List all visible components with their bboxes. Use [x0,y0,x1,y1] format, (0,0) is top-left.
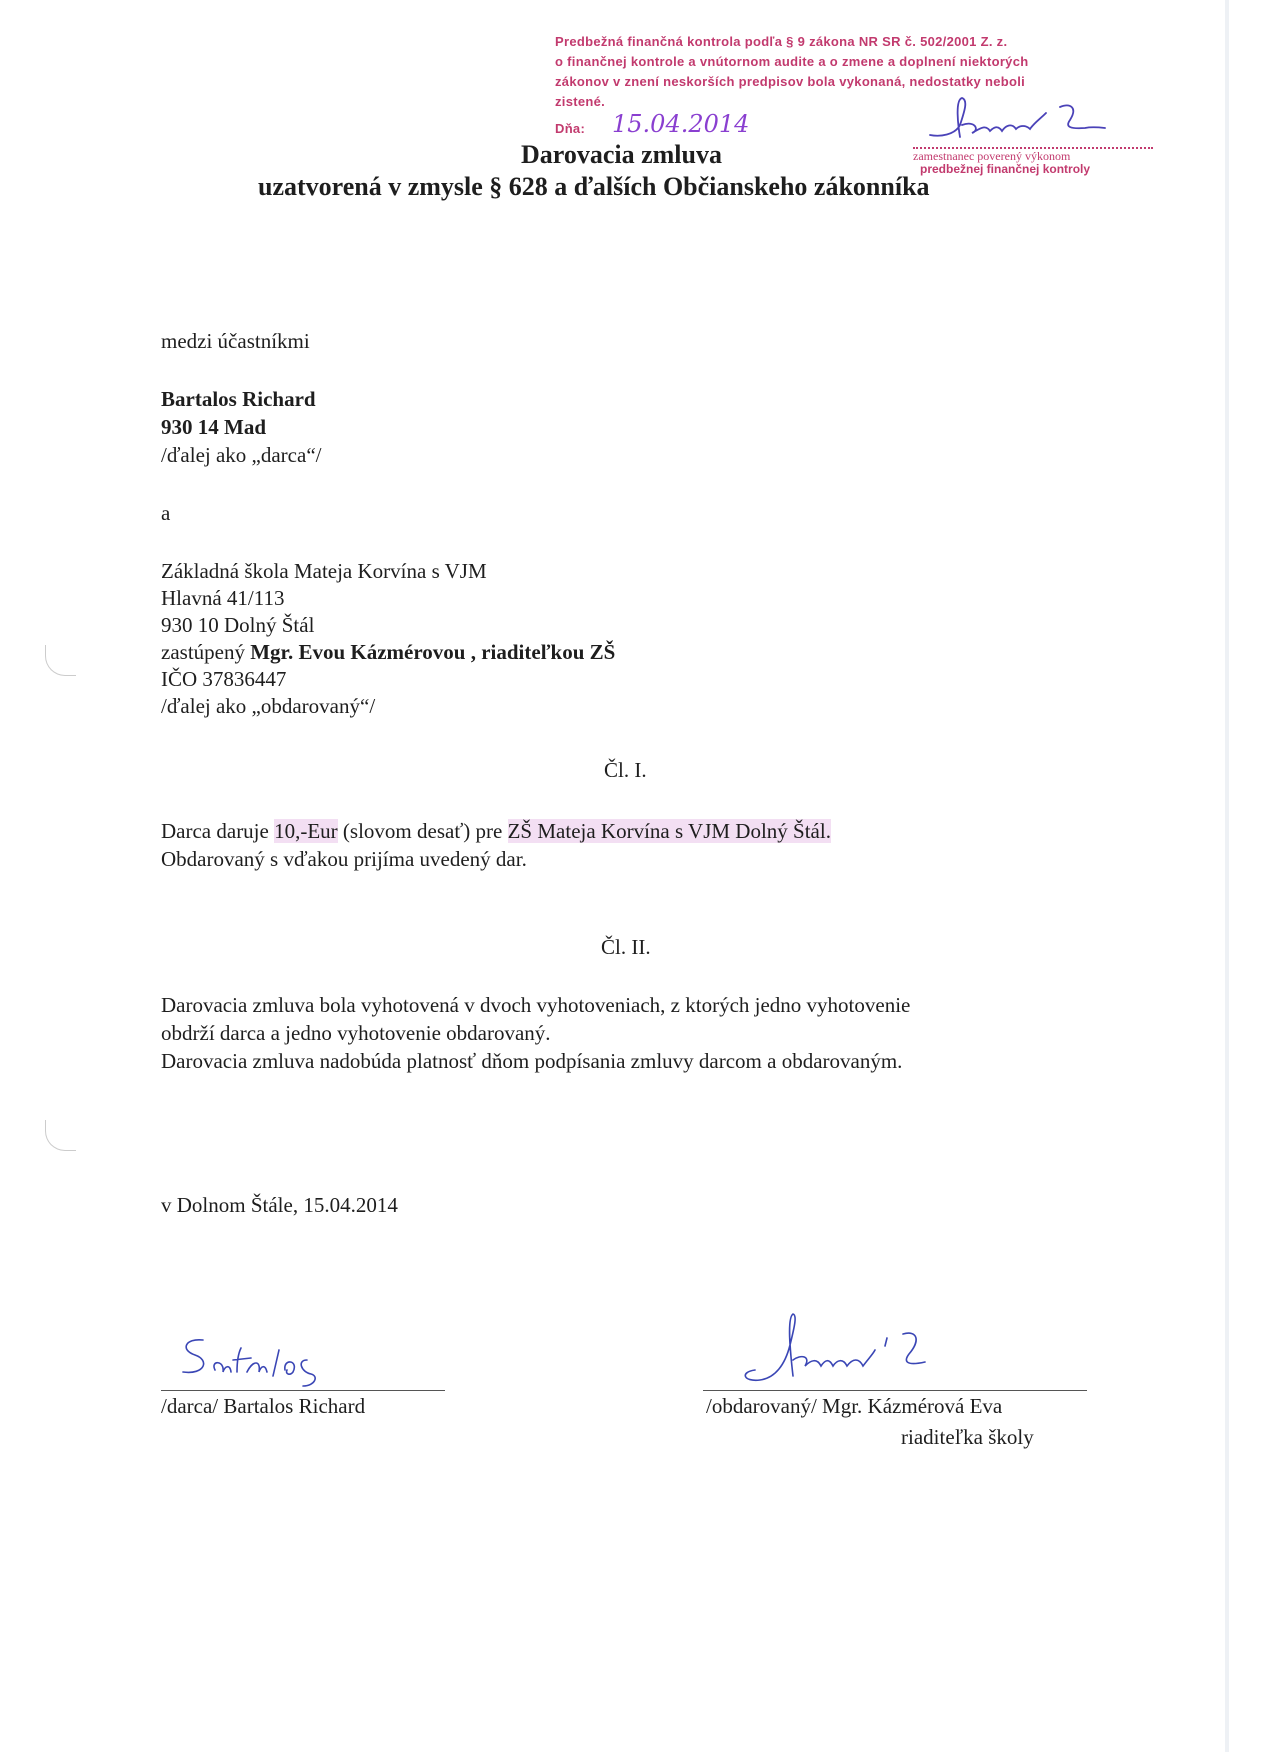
document-subtitle: uzatvorená v zmysle § 628 a ďalších Občianskeho zákonníka [258,172,930,201]
recipient-ico: IČO 37836447 [161,667,287,691]
stamp-date-handwritten: 15.04.2014 [612,110,750,138]
article-2-heading: Čl. II. [601,935,651,959]
stamp-line-3: zákonov v znení neskorších predpisov bola vykonaná, nedostatky neboli [555,74,1026,89]
article-2-line-1: Darovacia zmluva bola vyhotovená v dvoch vyhotoveniach, z ktorých jedno vyhotovenie [161,993,911,1017]
recipient-name: Základná škola Mateja Korvína s VJM [161,559,487,583]
represented-name: Mgr. Evou Kázmérovou , riaditeľkou ZŠ [250,640,616,664]
stamp-line-4: zistené. [555,94,606,109]
stamp-date-label: Dňa: [555,121,586,136]
margin-mark [45,645,76,676]
stamp-line-1: Predbežná finančná kontrola podľa § 9 zákona NR SR č. 502/2001 Z. z. [555,34,1008,49]
article-1-text-b: (slovom desať) pre [337,819,508,843]
stamp-line-2: o finančnej kontrole a vnútornom audite a o zmene a doplnení niektorých [555,54,1029,69]
margin-mark [45,1120,76,1151]
article-1-heading: Čl. I. [604,758,647,782]
represented-prefix: zastúpený [161,640,251,664]
recipient-signature [735,1310,935,1390]
stamp-signature [920,95,1120,145]
recipient-street: Hlavná 41/113 [161,586,285,610]
article-2-line-3: Darovacia zmluva nadobúda platnosť dňom podpísania zmluvy darcom a obdarovaným. [161,1049,903,1073]
recipient-signature-line [703,1390,1087,1391]
article-1-text-c: ZŠ Mateja Korvína s VJM Dolný Štál. [507,819,831,843]
donor-name: Bartalos Richard [161,387,316,411]
recipient-signature-title: riaditeľka školy [901,1425,1034,1449]
intro-text: medzi účastníkmi [161,329,310,353]
recipient-signature-label: /obdarovaný/ Mgr. Kázmérová Eva [706,1394,1003,1418]
scan-edge [1225,0,1229,1752]
article-2-line-2: obdrží darca a jedno vyhotovenie obdarovaný. [161,1021,551,1045]
donor-role: /ďalej ako „darca“/ [161,443,322,467]
article-1-line-1 [161,818,831,844]
document-title: Darovacia zmluva [521,140,722,169]
donor-signature-label: /darca/ Bartalos Richard [161,1394,366,1418]
recipient-role: /ďalej ako „obdarovaný“/ [161,694,376,718]
donor-signature-line [161,1390,445,1391]
recipient-city: 930 10 Dolný Štál [161,613,315,637]
stamp-role-line-2: predbežnej finančnej kontroly [920,162,1091,176]
donor-address: 930 14 Mad [161,415,266,439]
article-1-line-2: Obdarovaný s vďakou prijíma uvedený dar. [161,847,527,871]
stamp-role-line-1: zamestnanec poverený výkonom [913,149,1071,163]
place-and-date: v Dolnom Štále, 15.04.2014 [161,1193,398,1217]
donation-amount: 10,-Eur [274,819,338,843]
donor-signature [175,1330,365,1390]
recipient-representation [161,639,615,665]
article-1-text-a: Darca daruje [161,819,275,843]
conjunction: a [161,501,171,525]
